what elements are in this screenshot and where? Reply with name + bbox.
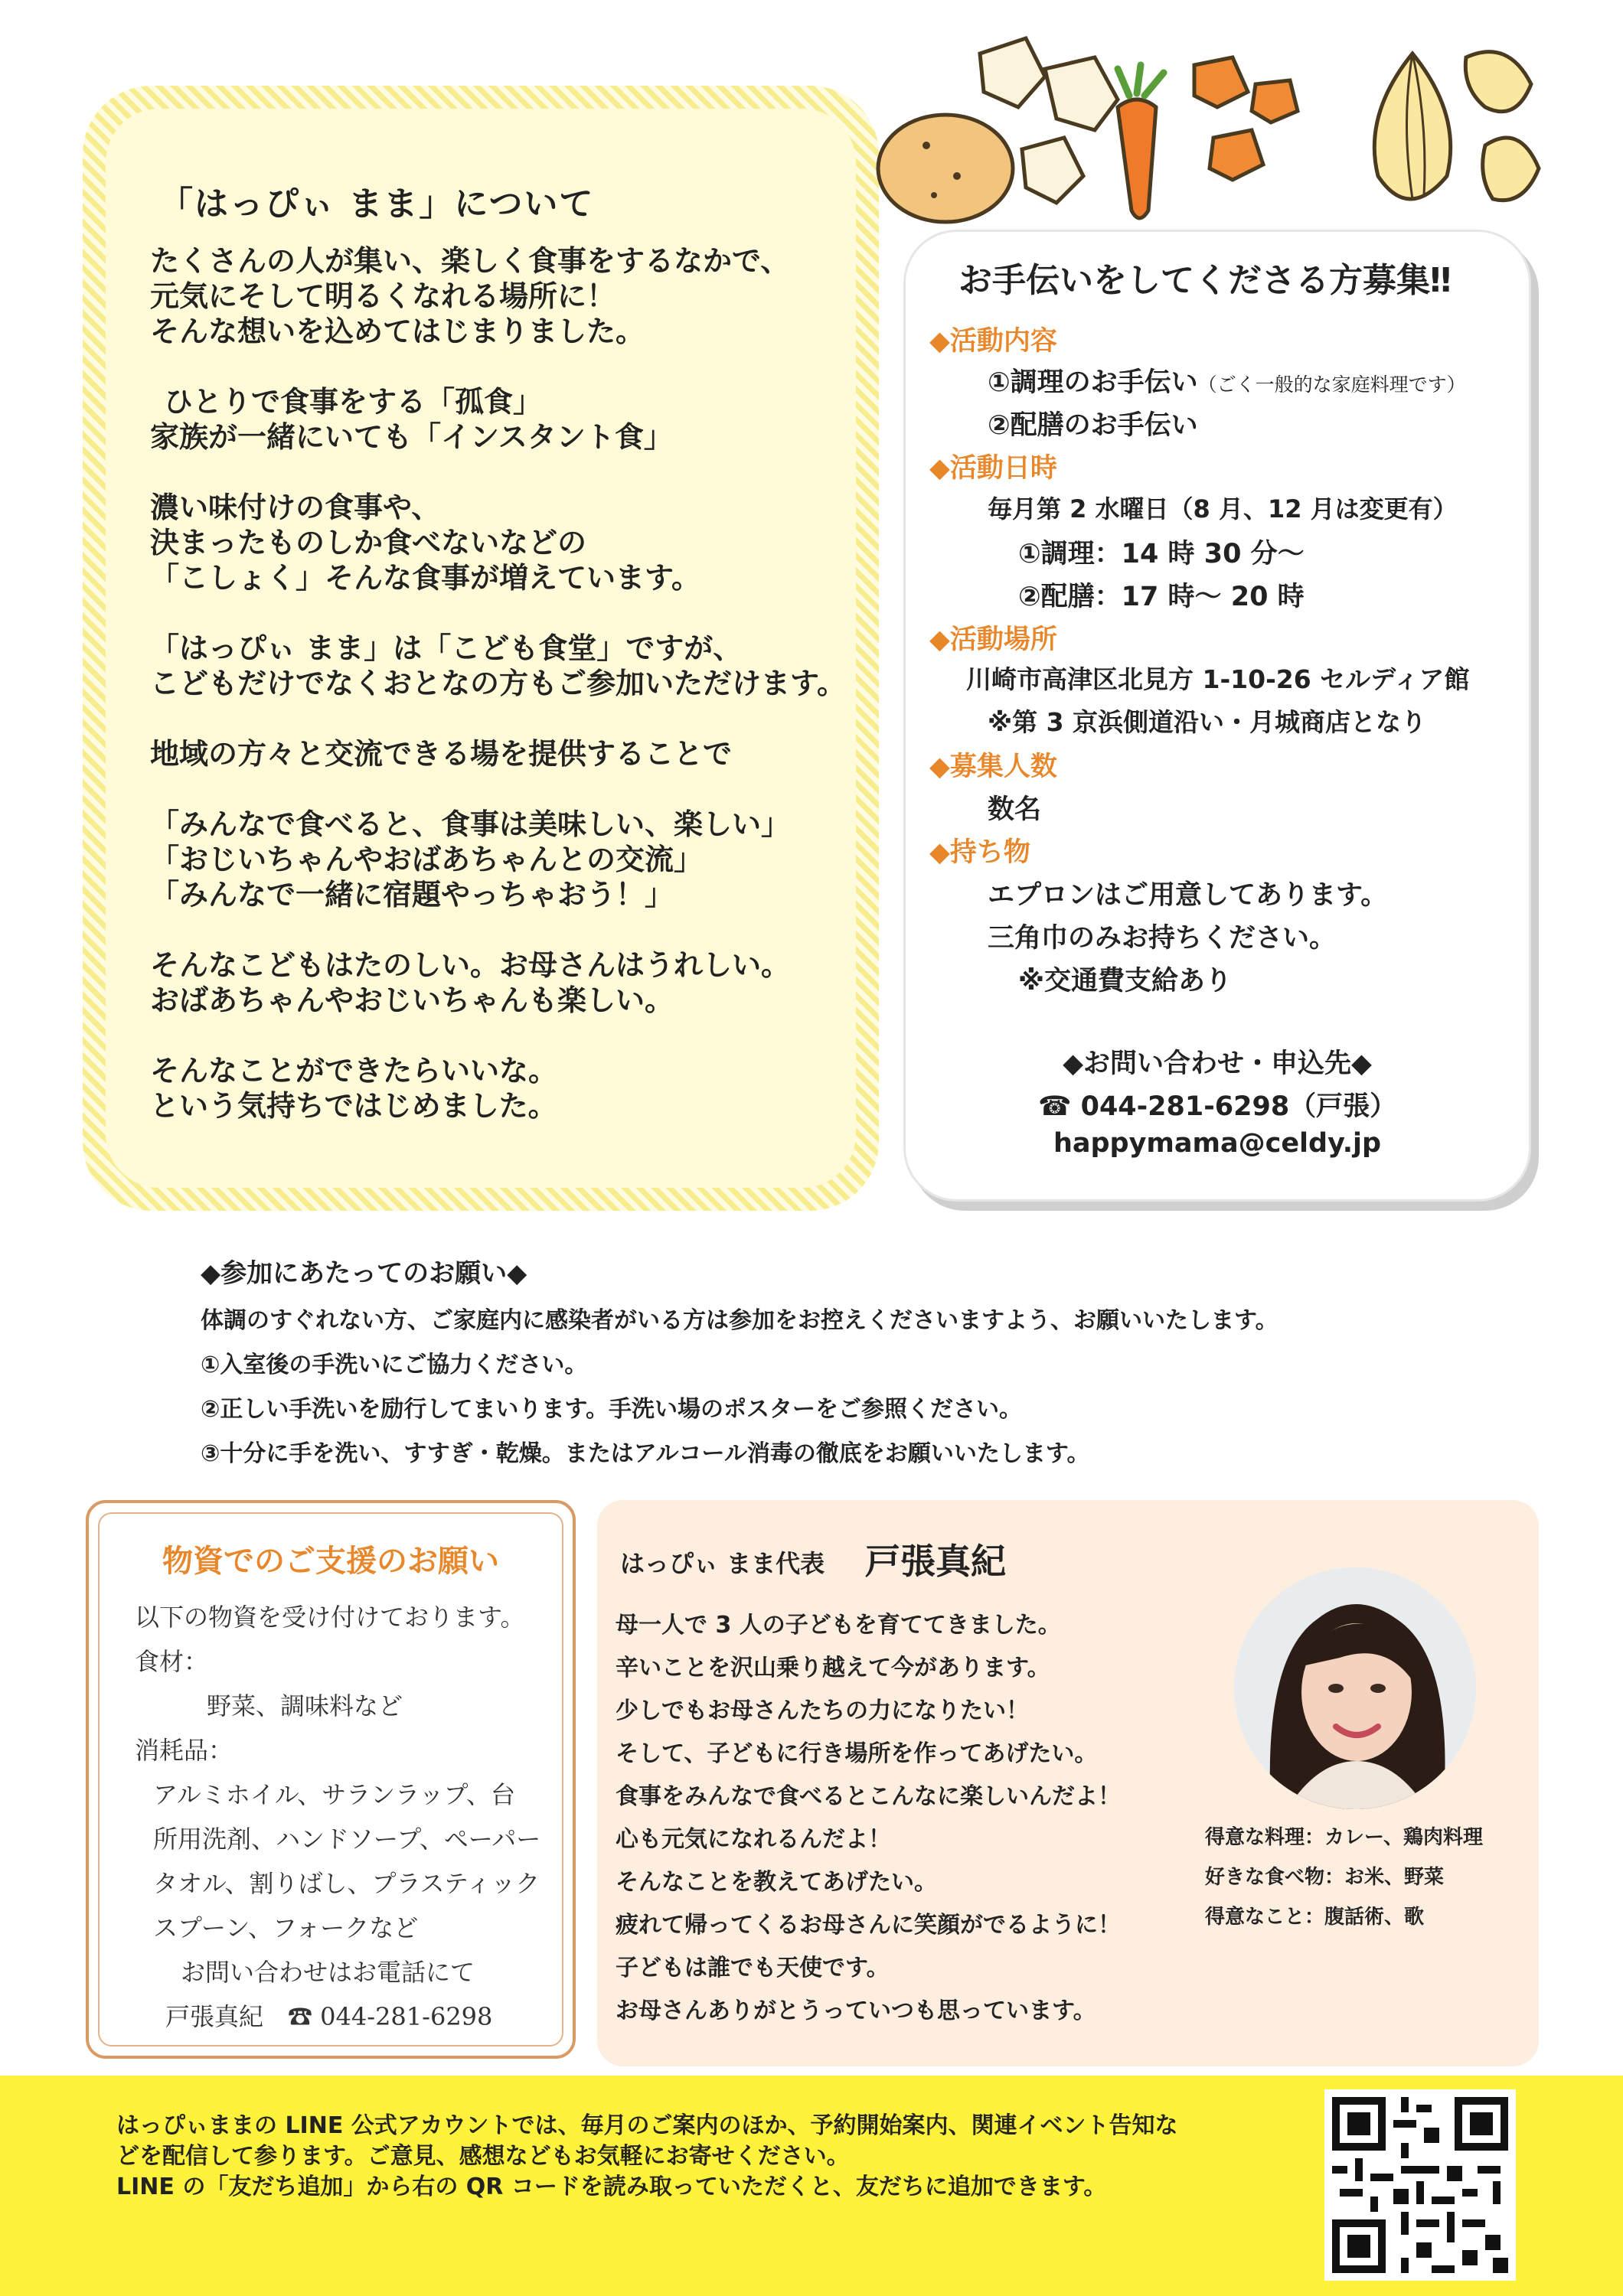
potato-chunk-icon <box>980 38 1045 107</box>
about-line: という気持ちではじめました。 <box>150 1089 557 1123</box>
about-paragraph <box>150 384 839 455</box>
supplies-line: 消耗品： <box>135 1736 233 1765</box>
about-paragraph <box>150 631 846 701</box>
about-line: たくさんの人が集い、楽しく食事をするなかで、 <box>150 244 790 278</box>
about-line: おばあちゃんやおじいちゃんも楽しい。 <box>150 983 674 1017</box>
favorite-line: 得意な料理：カレー、鶏肉料理 <box>1205 1826 1483 1849</box>
about-paragraph <box>150 947 839 1018</box>
about-line: 「みんなで食べると、食事は美味しい、楽しい」 <box>150 807 791 841</box>
about-line: そんな想いを込めてはじまりました。 <box>150 315 645 348</box>
line-qr-code-icon[interactable] <box>1324 2089 1516 2281</box>
about-line: こどもだけでなくおとなの方もご参加いただけます。 <box>150 667 846 700</box>
supplies-line: アルミホイル、サランラップ、台 <box>153 1780 515 1809</box>
representative-photo <box>1233 1566 1478 1811</box>
representative-line: 子どもは誰でも天使です。 <box>616 1955 890 1981</box>
about-paragraph <box>150 490 839 595</box>
representative-line: 食事をみんなで食べるとこんなに楽しいんだよ！ <box>616 1783 1121 1810</box>
supplies-line: お問い合わせはお電話にて <box>181 1958 475 1987</box>
about-line: 地域の方々と交流できる場を提供することで <box>150 737 733 771</box>
about-paragraph <box>150 1053 839 1124</box>
about-title: 「はっぴぃ まま」について <box>159 184 595 223</box>
about-line: 濃い味付けの食事や、 <box>150 491 441 524</box>
date-item: ①調理：14 時 30 分〜 <box>1018 539 1305 569</box>
items-line: ※交通費支給あり <box>1018 966 1233 996</box>
about-line: 「こしょく」そんな食事が増えています。 <box>150 561 700 595</box>
supplies-line: スプーン、フォークなど <box>153 1913 419 1942</box>
footer-line: LINE の「友だち追加」から右の QR コードを読み取っていただくと、友だちに追加できます。 <box>116 2174 1107 2200</box>
carrot-icon <box>1118 65 1164 218</box>
representative-line: 心も元気になれるんだよ！ <box>616 1826 891 1853</box>
supplies-line: 食材： <box>135 1647 209 1676</box>
supplies-line: 以下の物資を受け付けております。 <box>135 1603 525 1632</box>
about-line: 「はっぴぃ まま」は「こども食堂」ですが、 <box>150 631 743 665</box>
contact-heading <box>903 1042 1531 1081</box>
about-paragraph <box>150 243 839 349</box>
about-line: 「おじいちゃんやおばあちゃんとの交流」 <box>150 843 704 876</box>
number-value: 数名 <box>988 794 1042 825</box>
about-line: 「みんなで一緒に宿題やっちゃおう！」 <box>150 878 674 912</box>
supplies-contact: 戸張真紀 ☎ 044-281-6298 <box>165 2002 493 2031</box>
about-paragraph <box>150 807 839 912</box>
footer-line: はっぴぃままの LINE 公式アカウントでは、毎月のご案内のほか、予約開始案内、関連イベント告知な <box>116 2112 1178 2139</box>
requests-line: ②正しい手洗いを励行してまいります。手洗い場のポスターをご参照ください。 <box>201 1396 1022 1423</box>
representative-line: 少しでもお母さんたちの力になりたい！ <box>616 1698 1029 1724</box>
items-line: 三角巾のみお持ちください。 <box>988 923 1337 954</box>
supplies-line: 野菜、調味料など <box>207 1691 403 1720</box>
potato-chunk-icon <box>1022 138 1083 203</box>
requests-line: ③十分に手を洗い、すすぎ・乾燥。またはアルコール消毒の徹底をお願いいたします。 <box>201 1440 1090 1467</box>
favorite-line: 好きな食べ物：お米、野菜 <box>1205 1866 1445 1889</box>
requests-line: ①入室後の手洗いにご協力ください。 <box>201 1352 588 1378</box>
supplies-line: タオル、割りばし、プラスティック <box>153 1869 540 1898</box>
contact-phone: ☎ 044-281-6298（戸張） <box>1037 1091 1397 1122</box>
about-line: そんなことができたらいいな。 <box>150 1054 558 1088</box>
activity-item <box>988 361 1466 400</box>
date-item: ②配膳：17 時〜 20 時 <box>1018 582 1305 612</box>
onion-icon <box>1374 54 1450 199</box>
requests-line: 体調のすぐれない方、ご家庭内に感染者がいる方は参加をお控えくださいますよう、お願いいたします。 <box>201 1307 1278 1334</box>
representative-line: お母さんありがとうっていつも思っています。 <box>616 1998 1096 2024</box>
representative-name: 戸張真紀 <box>865 1541 1006 1582</box>
about-line: 決まったものしか食べないなどの <box>150 526 587 559</box>
about-line: 元気にそして明るくなれる場所に！ <box>150 279 616 313</box>
about-body <box>150 243 846 1159</box>
carrot-slice-icon <box>1194 57 1248 107</box>
potato-chunk-icon <box>1045 57 1118 130</box>
onion-slice-icon <box>1465 52 1531 112</box>
supplies-line: 所用洗剤、ハンドソープ、ペーパー <box>153 1825 541 1854</box>
volunteer-title: お手伝いをしてくださる方募集‼ <box>958 261 1452 300</box>
supplies-title: 物資でのご支援のお願い <box>162 1544 499 1579</box>
about-line: 家族が一緒にいても「インスタント食」 <box>150 420 673 454</box>
activity-item: ②配膳のお手伝い <box>988 410 1198 441</box>
representative-role: はっぴぃ まま代表 <box>620 1549 825 1578</box>
contact-email[interactable]: happymama@celdy.jp <box>1053 1128 1382 1159</box>
carrot-slice-icon <box>1210 130 1263 180</box>
about-line: ひとりで食事をする「孤食」 <box>164 385 543 419</box>
representative-line: そして、子どもに行き場所を作ってあげたい。 <box>616 1740 1098 1767</box>
place-main: 川崎市高津区北見方 1-10-26 セルディア館 <box>966 664 1470 694</box>
vegetables-illustration <box>873 23 1546 245</box>
representative-line: そんなことを教えてあげたい。 <box>616 1869 937 1896</box>
items-heading: ◆持ち物 <box>929 837 1030 868</box>
onion-slice-icon <box>1483 138 1539 201</box>
number-heading: ◆募集人数 <box>929 752 1057 782</box>
representative-line: 疲れて帰ってくるお母さんに笑顔がでるように！ <box>616 1912 1121 1939</box>
about-paragraph <box>150 736 839 771</box>
representative-line: 辛いことを沢山乗り越えて今があります。 <box>616 1655 1050 1681</box>
footer-line: どを配信して参ります。ご意見、感想などもお気軽にお寄せください。 <box>116 2143 850 2170</box>
place-heading: ◆活動場所 <box>929 625 1057 655</box>
activity-heading: ◆活動内容 <box>929 326 1057 357</box>
carrot-slice-icon <box>1252 80 1298 122</box>
items-line: エプロンはご用意してあります。 <box>988 880 1388 911</box>
about-line: そんなこどもはたのしい。お母さんはうれしい。 <box>150 948 791 982</box>
requests-title: ◆参加にあたってのお願い◆ <box>201 1258 527 1289</box>
date-main: 毎月第 2 水曜日（8 月、12 月は変更有） <box>988 494 1458 523</box>
activity-item-note: （ごく一般的な家庭料理です） <box>1197 373 1466 396</box>
potato-icon <box>878 115 1013 222</box>
date-heading: ◆活動日時 <box>929 453 1057 484</box>
representative-line: 母一人で 3 人の子どもを育ててきました。 <box>616 1612 1061 1639</box>
activity-item-label: ①調理のお手伝い <box>988 367 1198 398</box>
place-note: ※第 3 京浜側道沿い・月城商店となり <box>988 707 1427 737</box>
favorite-line: 得意なこと：腹話術、歌 <box>1205 1906 1425 1929</box>
contact-heading-label: ◆お問い合わせ・申込先◆ <box>1063 1049 1372 1079</box>
